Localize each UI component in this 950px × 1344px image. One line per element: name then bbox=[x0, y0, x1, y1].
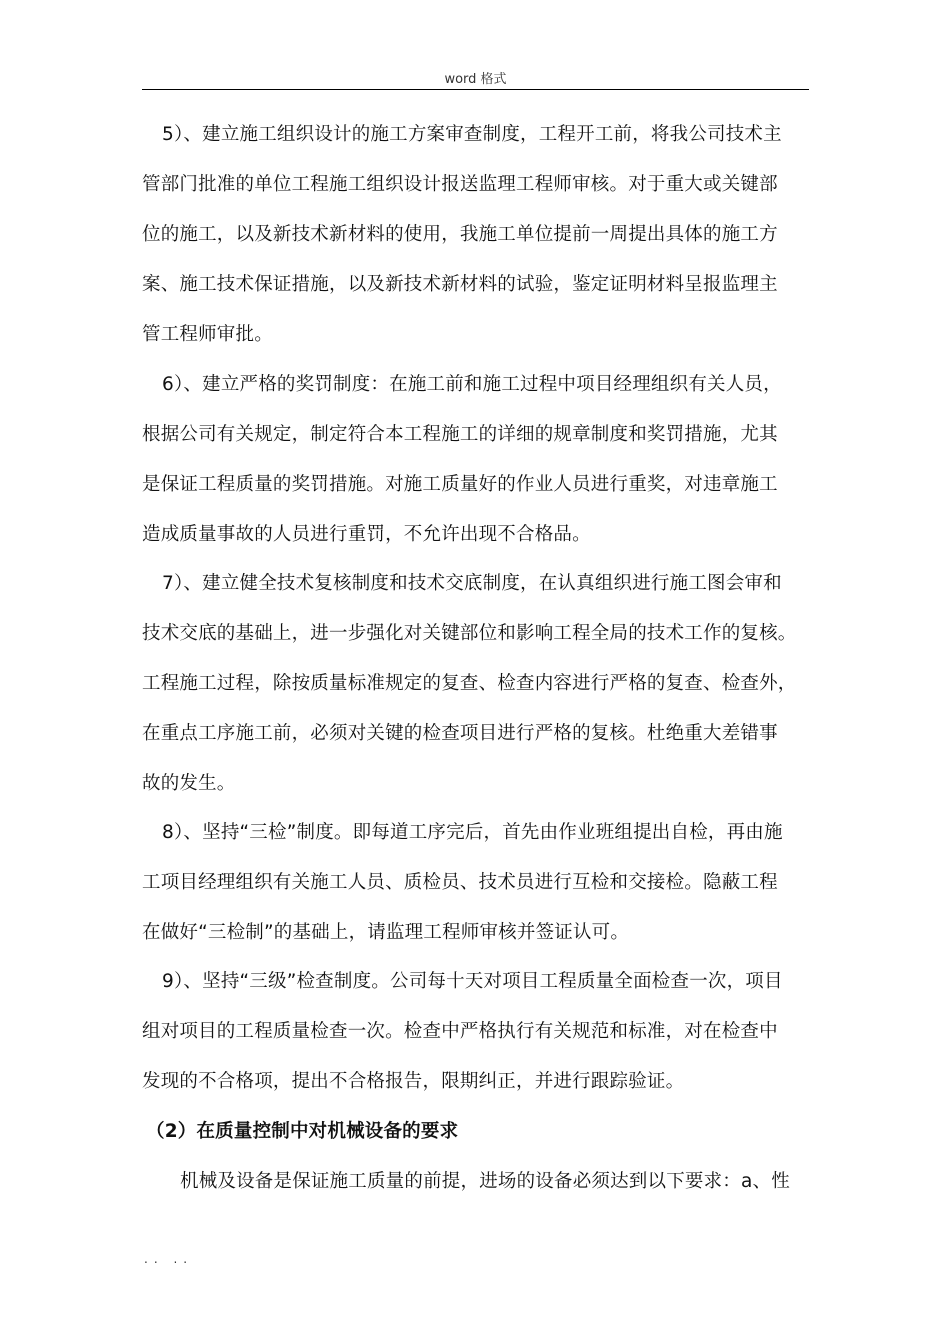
paragraph-6-line-4: 造成质量事故的人员进行重罚，不允许出现不合格品。 bbox=[142, 524, 591, 545]
paragraph-5-line-5: 管工程师审批。 bbox=[142, 324, 273, 345]
paragraph-7-line-2: 技术交底的基础上，进一步强化对关键部位和影响工程全局的技术工作的复核。 bbox=[142, 623, 797, 644]
paragraph-8-line-2: 工项目经理组织有关施工人员、质检员、技术员进行互检和交接检。隐蔽工程 bbox=[142, 872, 778, 893]
paragraph-9-line-2: 组对项目的工程质量检查一次。检查中严格执行有关规范和标准，对在检查中 bbox=[142, 1021, 778, 1042]
paragraph-6-line-3: 是保证工程质量的奖罚措施。对施工质量好的作业人员进行重奖，对违章施工 bbox=[142, 474, 778, 495]
paragraph-10-line-1: 机械及设备是保证施工质量的前提，进场的设备必须达到以下要求：a、性 bbox=[180, 1171, 790, 1192]
paragraph-8-line-3: 在做好“三检制”的基础上，请监理工程师审核并签证认可。 bbox=[142, 922, 630, 943]
paragraph-5-line-2: 管部门批准的单位工程施工组织设计报送监理工程师审核。对于重大或关键部 bbox=[142, 174, 778, 195]
paragraph-7-line-4: 在重点工序施工前，必须对关键的检查项目进行严格的复核。杜绝重大差错事 bbox=[142, 723, 778, 744]
paragraph-8-line-1: 8）、坚持“三检”制度。即每道工序完后，首先由作业班组提出自检，再由施 bbox=[162, 822, 783, 843]
page-header: word 格式 bbox=[444, 72, 507, 87]
paragraph-7-line-1: 7）、建立健全技术复核制度和技术交底制度，在认真组织进行施工图会审和 bbox=[162, 573, 782, 594]
paragraph-7-line-5: 故的发生。 bbox=[142, 773, 236, 794]
paragraph-5-line-3: 位的施工，以及新技术新材料的使用，我施工单位提前一周提出具体的施工方 bbox=[142, 224, 778, 245]
paragraph-6-line-2: 根据公司有关规定，制定符合本工程施工的详细的规章制度和奖罚措施，尤其 bbox=[142, 424, 778, 445]
paragraph-5-line-1: 5）、建立施工组织设计的施工方案审查制度，工程开工前，将我公司技术主 bbox=[162, 124, 782, 145]
paragraph-9-line-3: 发现的不合格项，提出不合格报告，限期纠正，并进行跟踪验证。 bbox=[142, 1071, 685, 1092]
page-footer: .. .. bbox=[144, 1252, 194, 1266]
section-heading: （2）在质量控制中对机械设备的要求 bbox=[146, 1121, 459, 1142]
paragraph-7-line-3: 工程施工过程，除按质量标准规定的复查、检查内容进行严格的复查、检查外， bbox=[142, 673, 797, 694]
paragraph-9-line-1: 9）、坚持“三级”检查制度。公司每十天对项目工程质量全面检查一次，项目 bbox=[162, 971, 783, 992]
paragraph-6-line-1: 6）、建立严格的奖罚制度：在施工前和施工过程中项目经理组织有关人员， bbox=[162, 374, 782, 395]
paragraph-5-line-4: 案、施工技术保证措施，以及新技术新材料的试验，鉴定证明材料呈报监理主 bbox=[142, 274, 778, 295]
header-rule bbox=[142, 89, 809, 90]
